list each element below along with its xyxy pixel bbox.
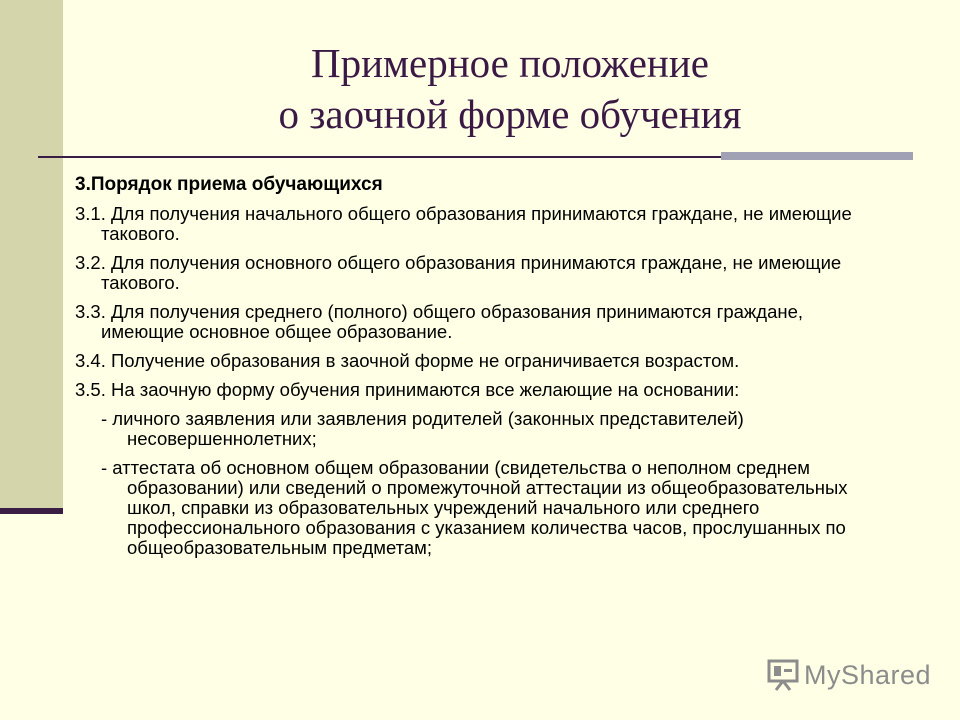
- watermark-text: MyShared: [804, 659, 932, 690]
- paragraph-3-1: 3.1. Для получения начального общего образования принимаются граждане, не имеющие такового.: [75, 203, 852, 244]
- slide-body: [75, 175, 875, 567]
- watermark: [766, 655, 936, 695]
- slide-title: [140, 38, 880, 140]
- paragraph-3-5: 3.5. На заочную форму обучения принимаются все желающие на основании:: [75, 379, 740, 400]
- left-decorative-bar: [0, 0, 63, 509]
- title-line-2: о заочной форме обучения: [278, 91, 742, 137]
- sub-item-certificate: - аттестата об основном общем образовании (свидетельства о неполном среднем образовании) или сведений о промежуточной аттестации из общеобразовательных школ, справки из образовательных учреждений начального или среднего профессионального образования с указанием количества часов, прослушанных по общеобразовательным предметам;: [101, 457, 848, 558]
- section-heading: 3.Порядок приема обучающихся: [75, 174, 383, 195]
- title-line-1: Примерное положение: [311, 40, 709, 86]
- title-divider-accent: [721, 152, 913, 160]
- presentation-board-icon: [766, 658, 800, 692]
- paragraph-3-4: 3.4. Получение образования в заочной форме не ограничивается возрастом.: [75, 350, 740, 371]
- sub-item-application: - личного заявления или заявления родителей (законных представителей) несовершеннолетних;: [101, 408, 744, 449]
- paragraph-3-2: 3.2. Для получения основного общего образования принимаются граждане, не имеющие такового.: [75, 252, 842, 293]
- left-bar-bottom-stripe: [0, 508, 63, 514]
- paragraph-3-3: 3.3. Для получения среднего (полного) общего образования принимаются граждане, имеющие основное общее образование.: [75, 301, 804, 342]
